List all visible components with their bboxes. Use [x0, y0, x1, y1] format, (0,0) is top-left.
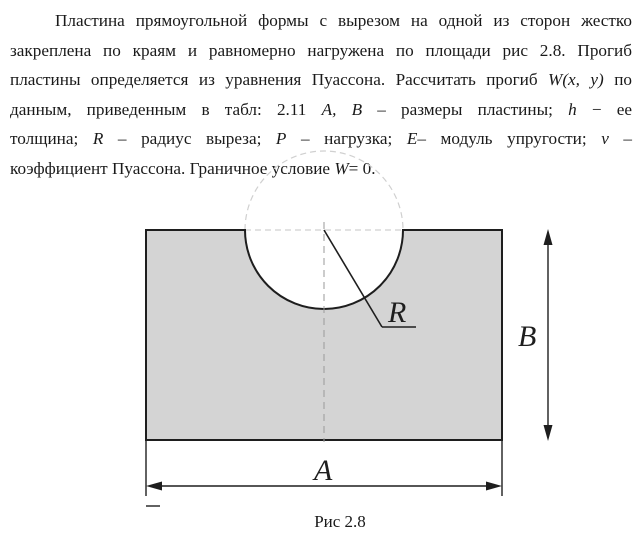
dimension-symbols: A, B — [321, 99, 363, 119]
deflection-symbol: W(x, y) — [548, 70, 604, 90]
text-segment: – радиус выреза; — [103, 129, 276, 149]
text-segment: данным, приведенным в табл: 2.11 — [10, 99, 322, 119]
dimension-b-label: B — [518, 320, 537, 353]
radius-label: R — [388, 296, 407, 329]
text-segment: − ее — [576, 99, 633, 119]
dimension-a-arrow-right — [486, 482, 502, 491]
text-segment: по — [603, 70, 632, 90]
text-line-1: Пластина прямоугольной формы с вырезом на одной из сторон жестко — [55, 11, 632, 30]
figure-caption: Рис 2.8 — [314, 512, 366, 531]
dimension-b-arrow-bottom — [544, 425, 553, 441]
text-segment: толщина; — [10, 129, 93, 149]
text-segment: – — [608, 129, 632, 149]
modulus-symbol: E — [406, 129, 418, 149]
text-segment: пластины определяется из уравнения Пуассона. Рассчитать прогиб — [10, 70, 549, 90]
load-symbol: P — [275, 129, 287, 149]
thickness-symbol: h — [568, 99, 577, 119]
text-segment: – модуль упругости; — [417, 129, 602, 149]
text-segment: – нагрузка; — [286, 129, 407, 149]
boundary-symbol: W — [334, 158, 349, 178]
poisson-symbol: ν — [601, 129, 609, 149]
dimension-b-arrow-top — [544, 229, 553, 245]
text-segment: = 0. — [348, 158, 376, 178]
cutout-ghost-arc — [245, 151, 403, 230]
dimension-a-label: A — [314, 454, 333, 487]
text-segment: – размеры пластины; — [362, 99, 569, 119]
dimension-a-arrow-left — [146, 482, 162, 491]
text-segment: коэффициент Пуассона. Граничное условие — [10, 158, 335, 178]
radius-symbol: R — [92, 129, 104, 149]
text-line-2: закреплена по краям и равномерно нагружена по площади рис 2.8. Прогиб — [10, 40, 632, 60]
